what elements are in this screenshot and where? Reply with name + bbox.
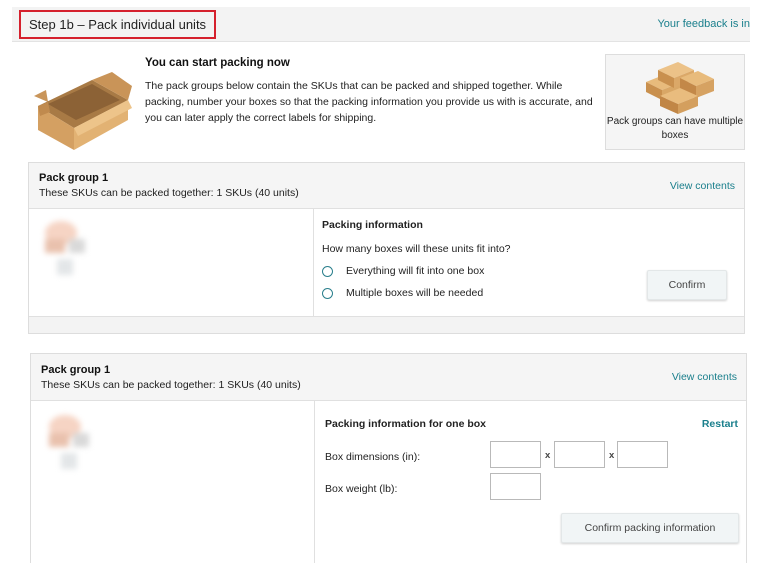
pack-group-header bbox=[31, 354, 746, 401]
box-height-input[interactable] bbox=[617, 441, 668, 468]
intro-text: The pack groups below contain the SKUs that can be packed and shipped together. While packing, number your boxes so that the packing information you provide us with is accurate, and you can later apply the correct labels for shipping. bbox=[145, 80, 593, 124]
confirm-button[interactable]: Confirm bbox=[647, 270, 727, 300]
box-length-input[interactable] bbox=[490, 441, 541, 468]
boxes-question: How many boxes will these units fit into? bbox=[322, 243, 511, 255]
view-contents-link[interactable]: View contents bbox=[671, 371, 737, 383]
sku-thumbnail-blurred bbox=[37, 217, 89, 281]
step-title: Step 1b – Pack individual units bbox=[19, 10, 216, 39]
feedback-link[interactable]: Your feedback is in bbox=[657, 18, 750, 30]
packing-info-title: Packing information for one box bbox=[325, 418, 487, 430]
box-weight-label: Box weight (lb): bbox=[325, 483, 398, 495]
step-header-bar bbox=[12, 7, 750, 42]
radio-button[interactable] bbox=[322, 266, 333, 277]
restart-link[interactable]: Restart bbox=[701, 418, 738, 430]
stacked-boxes-icon bbox=[636, 60, 716, 115]
radio-one-box[interactable] bbox=[322, 265, 484, 277]
radio-multiple-boxes[interactable] bbox=[322, 287, 483, 299]
radio-label: Multiple boxes will be needed bbox=[346, 287, 484, 299]
sku-images-panel bbox=[31, 401, 315, 563]
pack-group-header bbox=[29, 163, 744, 209]
box-weight-input[interactable] bbox=[490, 473, 541, 500]
sku-images-panel bbox=[29, 209, 314, 317]
packing-info-title: Packing information bbox=[322, 219, 423, 231]
confirm-packing-information-button[interactable]: Confirm packing information bbox=[561, 513, 739, 543]
pack-group-title: Pack group 1 bbox=[41, 364, 111, 376]
dimension-separator: x bbox=[609, 450, 615, 461]
open-cardboard-box-icon bbox=[28, 58, 136, 150]
radio-button[interactable] bbox=[322, 288, 333, 299]
pack-group-summary: These SKUs can be packed together: 1 SKUs (40 units) bbox=[41, 379, 301, 391]
pack-group-summary: These SKUs can be packed together: 1 SKUs (40 units) bbox=[39, 187, 299, 199]
sku-thumbnail-blurred bbox=[41, 411, 93, 475]
pack-group-footer bbox=[29, 316, 744, 333]
tip-text: Pack groups can have multiple boxes bbox=[606, 116, 744, 141]
radio-label: Everything will fit into one box bbox=[346, 265, 485, 277]
box-width-input[interactable] bbox=[554, 441, 605, 468]
pack-group-card bbox=[30, 353, 747, 563]
intro-title: You can start packing now bbox=[145, 57, 290, 69]
view-contents-link[interactable]: View contents bbox=[669, 180, 735, 192]
pack-group-card bbox=[28, 162, 745, 334]
box-dimensions-label: Box dimensions (in): bbox=[325, 451, 421, 463]
pack-group-title: Pack group 1 bbox=[39, 172, 109, 184]
multiple-boxes-tip bbox=[605, 54, 745, 150]
dimension-separator: x bbox=[545, 450, 551, 461]
